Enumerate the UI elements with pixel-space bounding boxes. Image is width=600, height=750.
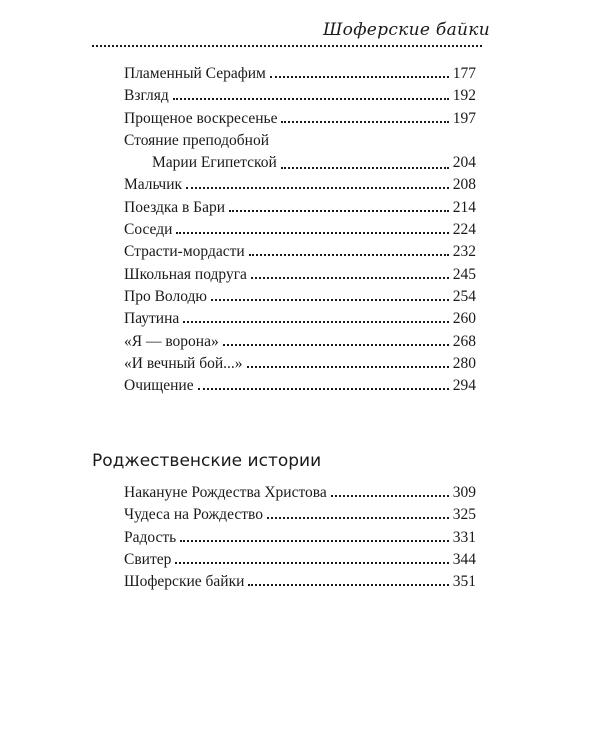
toc-entry[interactable]: [124, 197, 476, 219]
toc-leader: [247, 366, 449, 368]
toc-entry[interactable]: [124, 264, 476, 286]
toc-entry-page: 309: [452, 484, 476, 501]
toc-entry-title: Школьная подруга: [124, 265, 247, 283]
section-heading: Роджественские истории: [92, 451, 322, 471]
toc-entry-page: 192: [452, 87, 476, 105]
toc-entry[interactable]: [124, 85, 476, 107]
running-head: Шоферские байки: [322, 20, 490, 40]
toc-entry[interactable]: [124, 174, 476, 196]
toc-leader: [229, 210, 449, 212]
toc-entry-title: [124, 130, 281, 175]
toc-entry[interactable]: [124, 331, 476, 353]
toc-entry-page: 224: [452, 221, 476, 239]
toc-entry[interactable]: [124, 549, 476, 571]
toc-entry-page: 177: [452, 65, 476, 82]
toc-leader: [281, 167, 449, 169]
toc-entry-page: 254: [452, 287, 476, 305]
toc-leader: [175, 562, 448, 564]
toc-entry-title: Паутина: [124, 310, 180, 328]
toc-entry[interactable]: [124, 482, 476, 504]
toc-entry[interactable]: [124, 504, 476, 526]
toc-entry-title: Чудеса на Рождество: [124, 506, 263, 524]
toc-leader: [180, 540, 449, 542]
toc-list-main: [124, 63, 476, 397]
toc-entry-page: 214: [452, 198, 476, 216]
toc-entry-title: Мальчик: [124, 176, 183, 194]
toc-entry-title: Поездка в Бари: [124, 198, 225, 216]
toc-leader: [249, 254, 449, 256]
toc-entry[interactable]: [124, 108, 476, 130]
toc-entry[interactable]: [124, 527, 476, 549]
toc-entry-page: 325: [452, 506, 476, 524]
toc-leader: [176, 232, 448, 234]
toc-entry-title: Очищение: [124, 377, 194, 395]
toc-leader: [267, 517, 449, 519]
toc-list-section: [124, 482, 476, 593]
toc-entry-title: Прощеное воскресенье: [124, 109, 278, 127]
toc-entry[interactable]: [124, 130, 476, 175]
toc-leader: [251, 277, 449, 279]
toc-entry[interactable]: [124, 353, 476, 375]
toc-entry-page: 294: [452, 377, 476, 395]
toc-entry[interactable]: [124, 63, 476, 85]
toc-entry-page: 232: [452, 243, 476, 261]
toc-entry-title: Свитер: [124, 550, 172, 568]
toc-leader: [223, 344, 449, 346]
toc-entry-page: 280: [452, 354, 476, 372]
toc-leader: [270, 76, 449, 78]
toc-leader: [281, 121, 448, 123]
toc-leader: [183, 321, 448, 323]
toc-leader: [211, 299, 449, 301]
toc-entry-page: 344: [452, 550, 476, 568]
toc-entry-title: «И вечный бой...»: [124, 354, 243, 372]
toc-leader: [173, 98, 449, 100]
toc-entry-page: 351: [452, 573, 476, 591]
toc-entry[interactable]: [124, 286, 476, 308]
toc-entry-page: 197: [452, 109, 476, 127]
toc-entry-title-line2: Марии Египетской: [152, 154, 277, 172]
toc-entry-page: 260: [452, 310, 476, 328]
toc-entry[interactable]: [124, 219, 476, 241]
toc-leader: [186, 187, 449, 189]
header-dotted-rule: [92, 45, 482, 47]
toc-entry-title: Радость: [124, 528, 177, 546]
toc-entry-title: «Я — ворона»: [124, 332, 219, 350]
toc-leader: [331, 495, 449, 497]
toc-entry[interactable]: [124, 375, 476, 397]
toc-entry[interactable]: [124, 308, 476, 330]
toc-entry-title: Накануне Рождества Христова: [124, 484, 327, 501]
toc-entry-title: Шоферские байки: [124, 573, 245, 591]
toc-entry-page: 208: [452, 176, 476, 194]
toc-entry[interactable]: [124, 571, 476, 593]
toc-entry-title: Взгляд: [124, 87, 169, 105]
toc-leader: [198, 388, 449, 390]
toc-entry-page: 245: [452, 265, 476, 283]
toc-entry-title: Соседи: [124, 221, 173, 239]
toc-entry[interactable]: [124, 241, 476, 263]
toc-entry-title: Страсти-мордасти: [124, 243, 245, 261]
toc-entry-page: 268: [452, 332, 476, 350]
toc-entry-page: 331: [452, 528, 476, 546]
toc-entry-title-line1: Стояние преподобной: [124, 131, 270, 149]
toc-entry-page: 204: [452, 154, 476, 172]
toc-entry-title: Про Володю: [124, 287, 207, 305]
toc-leader: [248, 584, 448, 586]
toc-entry-title: Пламенный Серафим: [124, 65, 266, 82]
